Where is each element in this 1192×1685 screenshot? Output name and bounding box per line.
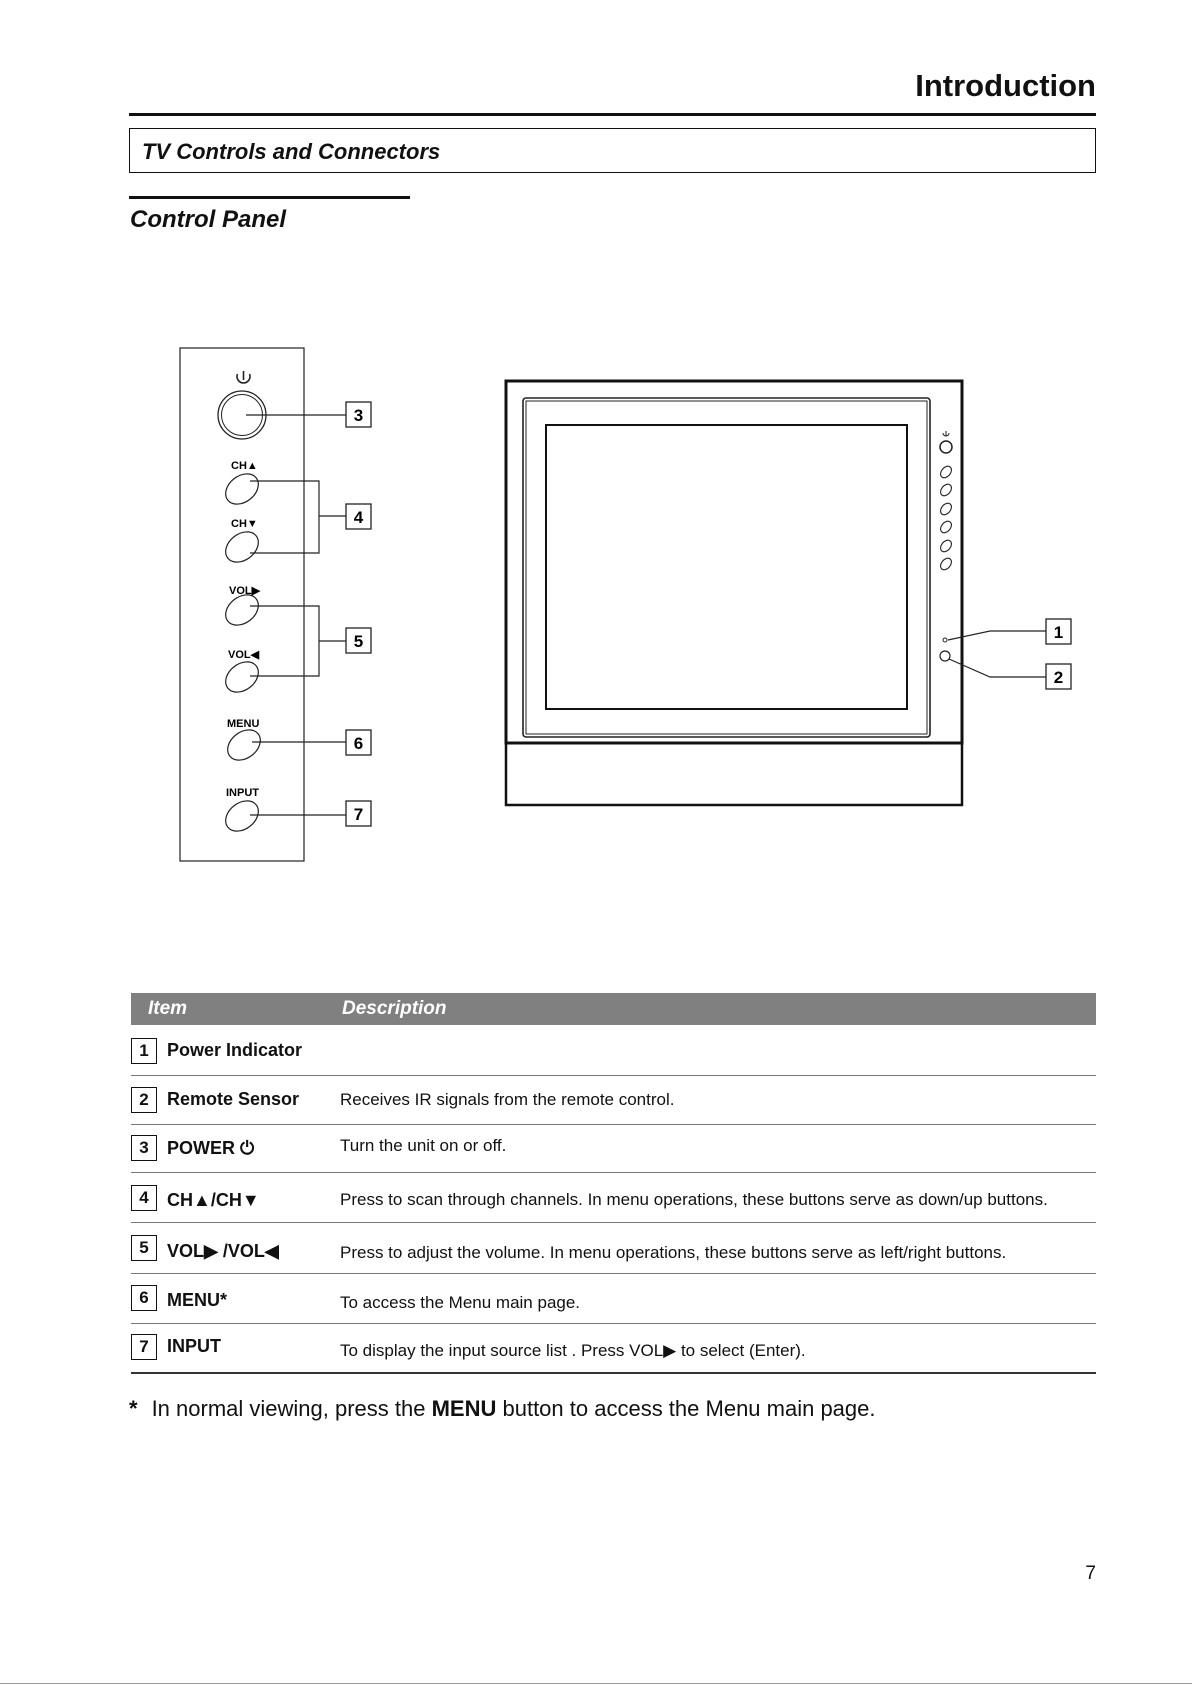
row-number: 4 — [131, 1185, 157, 1211]
tv-front-drawing — [506, 381, 1046, 805]
row-description: To display the input source list . Press VOL▶ to select (Enter). — [340, 1341, 806, 1360]
row-item: INPUT — [167, 1336, 221, 1356]
callout-3: 3 — [353, 406, 364, 425]
callout-7: 7 — [353, 805, 364, 824]
bottom-rule — [0, 1683, 1192, 1684]
row-description: To access the Menu main page. — [340, 1293, 581, 1312]
ch-down-button-shape — [220, 526, 264, 569]
panel-title: Control Panel — [130, 206, 287, 233]
callout-4: 4 — [353, 508, 364, 527]
row-divider — [131, 1075, 1096, 1076]
remote-sensor-shape — [940, 651, 950, 661]
row-divider — [131, 1172, 1096, 1173]
header-item: Item — [148, 998, 188, 1019]
row-number: 7 — [131, 1334, 157, 1360]
row-number: 5 — [131, 1235, 157, 1261]
callout-1: 1 — [1053, 623, 1064, 642]
row-description: Receives IR signals from the remote control. — [340, 1090, 675, 1109]
side-button-label-menu: MENU — [227, 718, 260, 730]
leader-lines — [246, 415, 346, 815]
section-title: Introduction — [915, 68, 1096, 103]
row-divider — [131, 1273, 1096, 1274]
tv-power-button-shape — [940, 441, 952, 453]
input-button-shape — [220, 795, 264, 838]
menu-button-shape — [222, 724, 266, 767]
side-button-label-ch-up: CH▲ — [231, 460, 258, 472]
row-item: VOL▶ /VOL◀ — [167, 1241, 279, 1261]
callout-2: 2 — [1053, 668, 1064, 687]
side-button-label-input: INPUT — [226, 787, 259, 799]
row-item: CH▲/CH▼ — [167, 1190, 260, 1210]
side-button-label-vol-right: VOL▶ — [229, 585, 261, 597]
table-header — [131, 993, 1096, 1025]
footnote-star: * — [129, 1396, 138, 1421]
footnote-text-after: button to access the Menu main page. — [496, 1396, 876, 1421]
side-button-label-vol-left: VOL◀ — [228, 649, 260, 661]
row-number: 1 — [131, 1038, 157, 1064]
side-panel-drawing — [180, 348, 346, 861]
row-item: Remote Sensor — [167, 1089, 300, 1109]
header-description: Description — [342, 998, 447, 1019]
footnote-menu-bold: MENU — [431, 1396, 497, 1421]
tv-side-buttons — [938, 464, 953, 572]
row-divider — [131, 1124, 1096, 1125]
footnote-text-before: In normal viewing, press the — [151, 1396, 432, 1421]
power-icon — [237, 371, 250, 383]
row-description: Turn the unit on or off. — [340, 1136, 507, 1155]
row-item: Power Indicator — [167, 1040, 303, 1060]
tv-power-icon — [943, 431, 949, 436]
row-divider — [131, 1222, 1096, 1223]
callout-6: 6 — [353, 734, 364, 753]
row-description: Press to adjust the volume. In menu operations, these buttons serve as left/right buttons. — [340, 1243, 1007, 1262]
footnote — [129, 1396, 876, 1422]
row-divider — [131, 1323, 1096, 1324]
row-number: 6 — [131, 1285, 157, 1311]
side-button-label-ch-down: CH▼ — [231, 518, 258, 530]
row-number: 3 — [131, 1135, 157, 1161]
row-item: MENU* — [167, 1290, 228, 1310]
power-indicator-shape — [943, 638, 947, 642]
page-number: 7 — [1085, 1563, 1096, 1584]
row-description: Press to scan through channels. In menu operations, these buttons serve as down/up buttons. — [340, 1190, 1048, 1209]
ch-up-button-shape — [220, 468, 264, 511]
subsection-title: TV Controls and Connectors — [142, 139, 441, 164]
row-number: 2 — [131, 1087, 157, 1113]
callout-5: 5 — [353, 632, 364, 651]
vol-left-button-shape — [220, 656, 264, 699]
table-bottom-rule — [131, 1372, 1096, 1374]
row-item: POWER ⏻ — [167, 1138, 255, 1158]
